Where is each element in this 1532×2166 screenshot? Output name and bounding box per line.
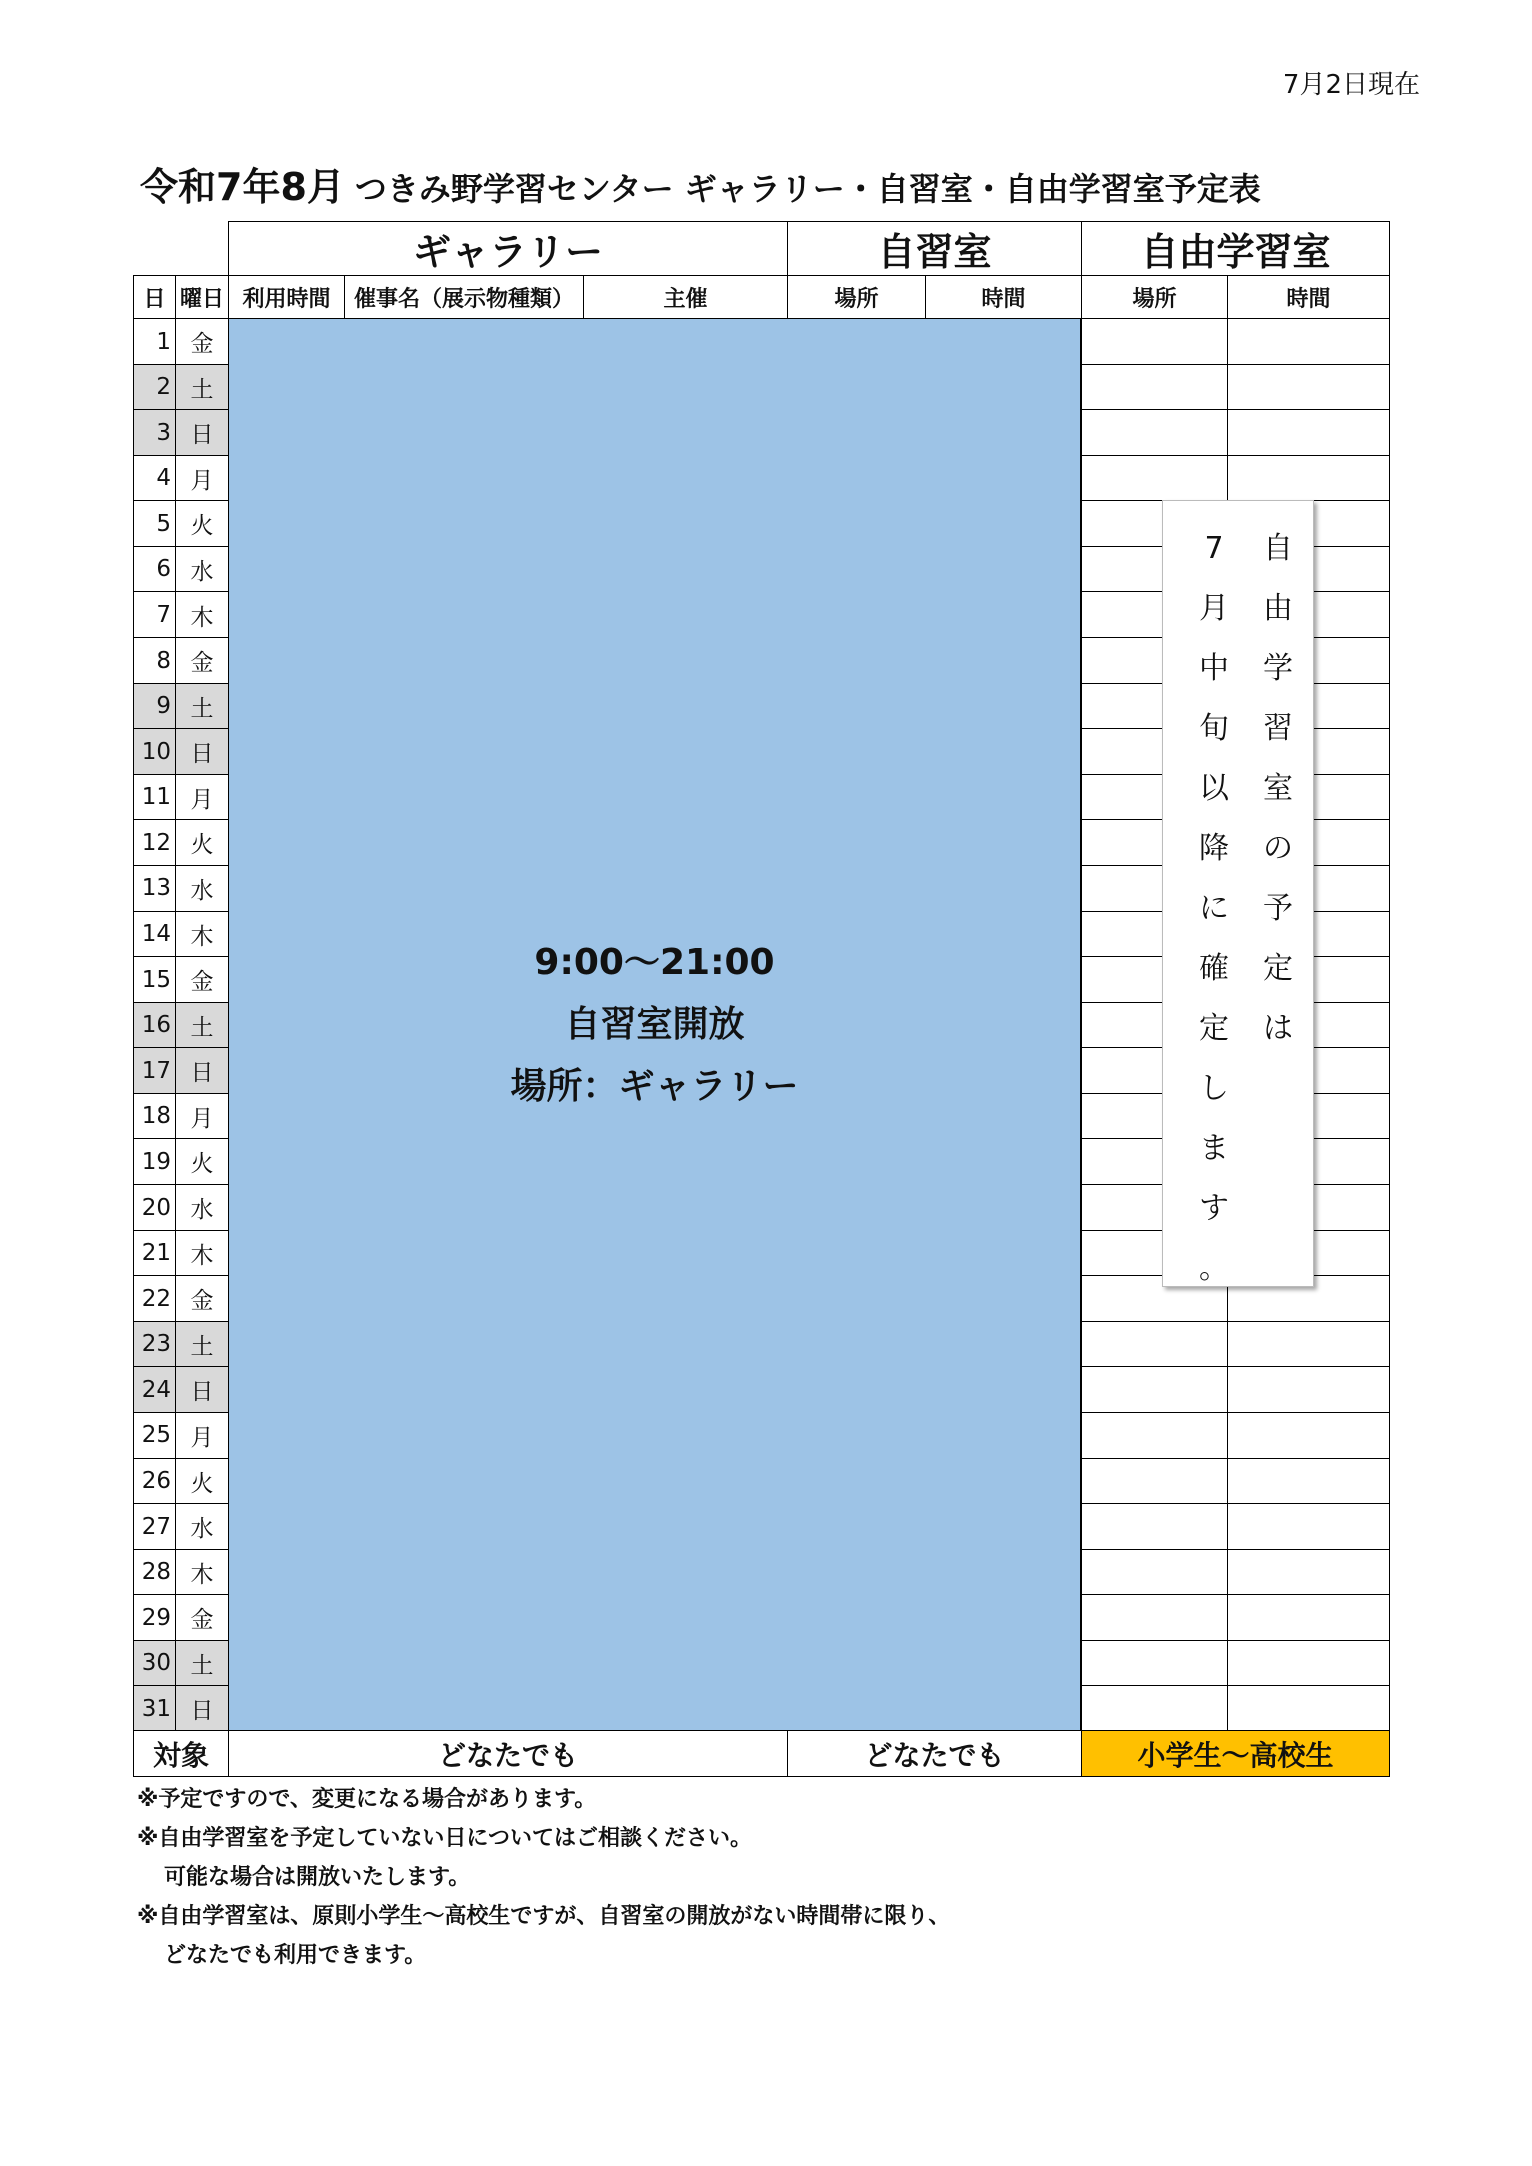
day-weekday: 水 bbox=[175, 1503, 229, 1550]
free-time-cell bbox=[1227, 455, 1390, 502]
day-number: 23 bbox=[133, 1321, 176, 1368]
target-label: 対象 bbox=[133, 1730, 229, 1777]
day-number: 10 bbox=[133, 728, 176, 775]
day-weekday: 土 bbox=[175, 364, 229, 411]
day-number: 8 bbox=[133, 637, 176, 684]
day-number: 18 bbox=[133, 1093, 176, 1140]
note-line-2 bbox=[1189, 519, 1239, 1299]
footnotes bbox=[137, 1780, 950, 1975]
day-number: 4 bbox=[133, 455, 176, 502]
note-line-1-char: 定 bbox=[1263, 951, 1293, 986]
day-weekday: 土 bbox=[175, 1002, 229, 1049]
note-line-2-char: 旬 bbox=[1199, 711, 1229, 746]
day-weekday: 月 bbox=[175, 774, 229, 821]
free-place-cell bbox=[1081, 1458, 1228, 1505]
free-time-cell bbox=[1227, 364, 1390, 411]
free-place-cell bbox=[1081, 1640, 1228, 1687]
open-hours: 9:00～21:00 bbox=[534, 941, 775, 983]
day-number: 1 bbox=[133, 318, 176, 365]
note-line-2-char: す bbox=[1199, 1191, 1229, 1226]
free-place-cell bbox=[1081, 1594, 1228, 1641]
free-time-cell bbox=[1227, 1412, 1390, 1459]
note-line-1-char: 室 bbox=[1263, 771, 1293, 806]
day-number: 11 bbox=[133, 774, 176, 821]
free-place-cell bbox=[1081, 1549, 1228, 1596]
free-time-cell bbox=[1227, 1321, 1390, 1368]
target-free-study-room: 小学生～高校生 bbox=[1081, 1730, 1390, 1777]
as-of-date: 7月2日現在 bbox=[1282, 70, 1420, 100]
day-number: 17 bbox=[133, 1047, 176, 1094]
header-gallery: ギャラリー bbox=[228, 221, 788, 276]
note-line-1-char: 予 bbox=[1263, 891, 1293, 926]
day-weekday: 日 bbox=[175, 409, 229, 456]
day-weekday: 金 bbox=[175, 1594, 229, 1641]
note-line-1-char: は bbox=[1263, 1011, 1293, 1046]
day-weekday: 火 bbox=[175, 1138, 229, 1185]
day-number: 24 bbox=[133, 1366, 176, 1413]
header-organizer: 主催 bbox=[583, 275, 788, 319]
day-number: 5 bbox=[133, 500, 176, 547]
gallery-study-open-block bbox=[228, 318, 1081, 1731]
note-line-2-char: 。 bbox=[1199, 1251, 1229, 1286]
footnote-1: ※予定ですので、変更になる場合があります。 bbox=[137, 1787, 597, 1812]
note-line-1-char: の bbox=[1263, 831, 1293, 866]
day-number: 3 bbox=[133, 409, 176, 456]
day-number: 21 bbox=[133, 1230, 176, 1277]
day-weekday: 土 bbox=[175, 683, 229, 730]
day-number: 9 bbox=[133, 683, 176, 730]
header-study-room: 自習室 bbox=[787, 221, 1082, 276]
day-number: 28 bbox=[133, 1549, 176, 1596]
day-weekday: 木 bbox=[175, 1549, 229, 1596]
free-time-cell bbox=[1227, 409, 1390, 456]
day-weekday: 木 bbox=[175, 911, 229, 958]
day-number: 20 bbox=[133, 1184, 176, 1231]
day-number: 27 bbox=[133, 1503, 176, 1550]
note-line-2-char: 確 bbox=[1199, 951, 1229, 986]
day-weekday: 火 bbox=[175, 500, 229, 547]
vertical-note-box bbox=[1162, 500, 1314, 1287]
day-number: 25 bbox=[133, 1412, 176, 1459]
footnote-3-cont: どなたでも利用できます。 bbox=[164, 1943, 427, 1968]
note-line-1-char: 学 bbox=[1263, 651, 1293, 686]
day-number: 12 bbox=[133, 819, 176, 866]
day-number: 30 bbox=[133, 1640, 176, 1687]
title-subtitle: つきみ野学習センター ギャラリー・自習室・自由学習室予定表 bbox=[354, 170, 1261, 208]
open-description: 自習室開放 bbox=[564, 1003, 745, 1045]
day-weekday: 日 bbox=[175, 728, 229, 775]
day-weekday: 水 bbox=[175, 546, 229, 593]
day-number: 19 bbox=[133, 1138, 176, 1185]
note-line-2-char: 中 bbox=[1199, 651, 1229, 686]
free-time-cell bbox=[1227, 1458, 1390, 1505]
free-place-cell bbox=[1081, 1412, 1228, 1459]
free-time-cell bbox=[1227, 1594, 1390, 1641]
day-weekday: 金 bbox=[175, 1275, 229, 1322]
day-weekday: 木 bbox=[175, 591, 229, 638]
footnote-2-cont: 可能な場合は開放いたします。 bbox=[164, 1865, 471, 1890]
day-weekday: 水 bbox=[175, 1184, 229, 1231]
free-time-cell bbox=[1227, 1549, 1390, 1596]
header-study-time: 時間 bbox=[925, 275, 1082, 319]
day-number: 26 bbox=[133, 1458, 176, 1505]
note-line-2-char: 定 bbox=[1199, 1011, 1229, 1046]
note-line-1-char: 習 bbox=[1263, 711, 1293, 746]
day-weekday: 金 bbox=[175, 637, 229, 684]
note-line-2-char: ま bbox=[1199, 1131, 1229, 1166]
day-weekday: 水 bbox=[175, 865, 229, 912]
free-place-cell bbox=[1081, 409, 1228, 456]
header-free-time: 時間 bbox=[1227, 275, 1390, 319]
day-number: 2 bbox=[133, 364, 176, 411]
free-place-cell bbox=[1081, 1503, 1228, 1550]
note-line-2-char: 以 bbox=[1199, 771, 1229, 806]
day-weekday: 金 bbox=[175, 318, 229, 365]
note-line-2-char: し bbox=[1199, 1071, 1229, 1106]
day-number: 7 bbox=[133, 591, 176, 638]
note-line-2-char: 降 bbox=[1199, 831, 1229, 866]
header-free-place: 場所 bbox=[1081, 275, 1228, 319]
day-weekday: 月 bbox=[175, 455, 229, 502]
free-time-cell bbox=[1227, 1685, 1390, 1732]
page-title bbox=[140, 156, 1400, 211]
day-weekday: 日 bbox=[175, 1366, 229, 1413]
day-weekday: 火 bbox=[175, 1458, 229, 1505]
day-number: 22 bbox=[133, 1275, 176, 1322]
day-weekday: 火 bbox=[175, 819, 229, 866]
footnote-2: ※自由学習室を予定していない日についてはご相談ください。 bbox=[137, 1826, 752, 1851]
title-month: 令和7年8月 bbox=[140, 165, 345, 209]
note-line-1-char: 自 bbox=[1263, 531, 1293, 566]
note-line-2-char: に bbox=[1199, 891, 1229, 926]
day-weekday: 月 bbox=[175, 1412, 229, 1459]
day-number: 31 bbox=[133, 1685, 176, 1732]
day-weekday: 木 bbox=[175, 1230, 229, 1277]
header-day: 日 bbox=[133, 275, 176, 319]
free-time-cell bbox=[1227, 1640, 1390, 1687]
day-weekday: 日 bbox=[175, 1685, 229, 1732]
target-study-room: どなたでも bbox=[787, 1730, 1082, 1777]
note-line-2-char: 月 bbox=[1199, 591, 1229, 626]
day-weekday: 日 bbox=[175, 1047, 229, 1094]
day-weekday: 月 bbox=[175, 1093, 229, 1140]
day-number: 16 bbox=[133, 1002, 176, 1049]
free-place-cell bbox=[1081, 364, 1228, 411]
free-time-cell bbox=[1227, 1503, 1390, 1550]
free-place-cell bbox=[1081, 1321, 1228, 1368]
header-weekday: 曜日 bbox=[175, 275, 229, 319]
header-usage-time: 利用時間 bbox=[228, 275, 345, 319]
day-number: 29 bbox=[133, 1594, 176, 1641]
day-number: 14 bbox=[133, 911, 176, 958]
open-place: 場所：ギャラリー bbox=[510, 1065, 799, 1107]
header-study-place: 場所 bbox=[787, 275, 926, 319]
target-gallery: どなたでも bbox=[228, 1730, 788, 1777]
day-number: 6 bbox=[133, 546, 176, 593]
day-weekday: 土 bbox=[175, 1321, 229, 1368]
note-line-1 bbox=[1253, 519, 1303, 1059]
note-line-1-char: 由 bbox=[1263, 591, 1293, 626]
day-weekday: 金 bbox=[175, 956, 229, 1003]
free-place-cell bbox=[1081, 455, 1228, 502]
day-weekday: 土 bbox=[175, 1640, 229, 1687]
free-place-cell bbox=[1081, 1366, 1228, 1413]
header-free-study-room: 自由学習室 bbox=[1081, 221, 1390, 276]
footnote-3: ※自由学習室は、原則小学生～高校生ですが、自習室の開放がない時間帯に限り、 bbox=[137, 1904, 951, 1929]
note-line-2-char: 7 bbox=[1204, 531, 1224, 566]
free-time-cell bbox=[1227, 318, 1390, 365]
free-time-cell bbox=[1227, 1366, 1390, 1413]
day-number: 13 bbox=[133, 865, 176, 912]
day-number: 15 bbox=[133, 956, 176, 1003]
free-place-cell bbox=[1081, 1685, 1228, 1732]
free-place-cell bbox=[1081, 318, 1228, 365]
header-event-name: 催事名（展示物種類） bbox=[344, 275, 584, 319]
